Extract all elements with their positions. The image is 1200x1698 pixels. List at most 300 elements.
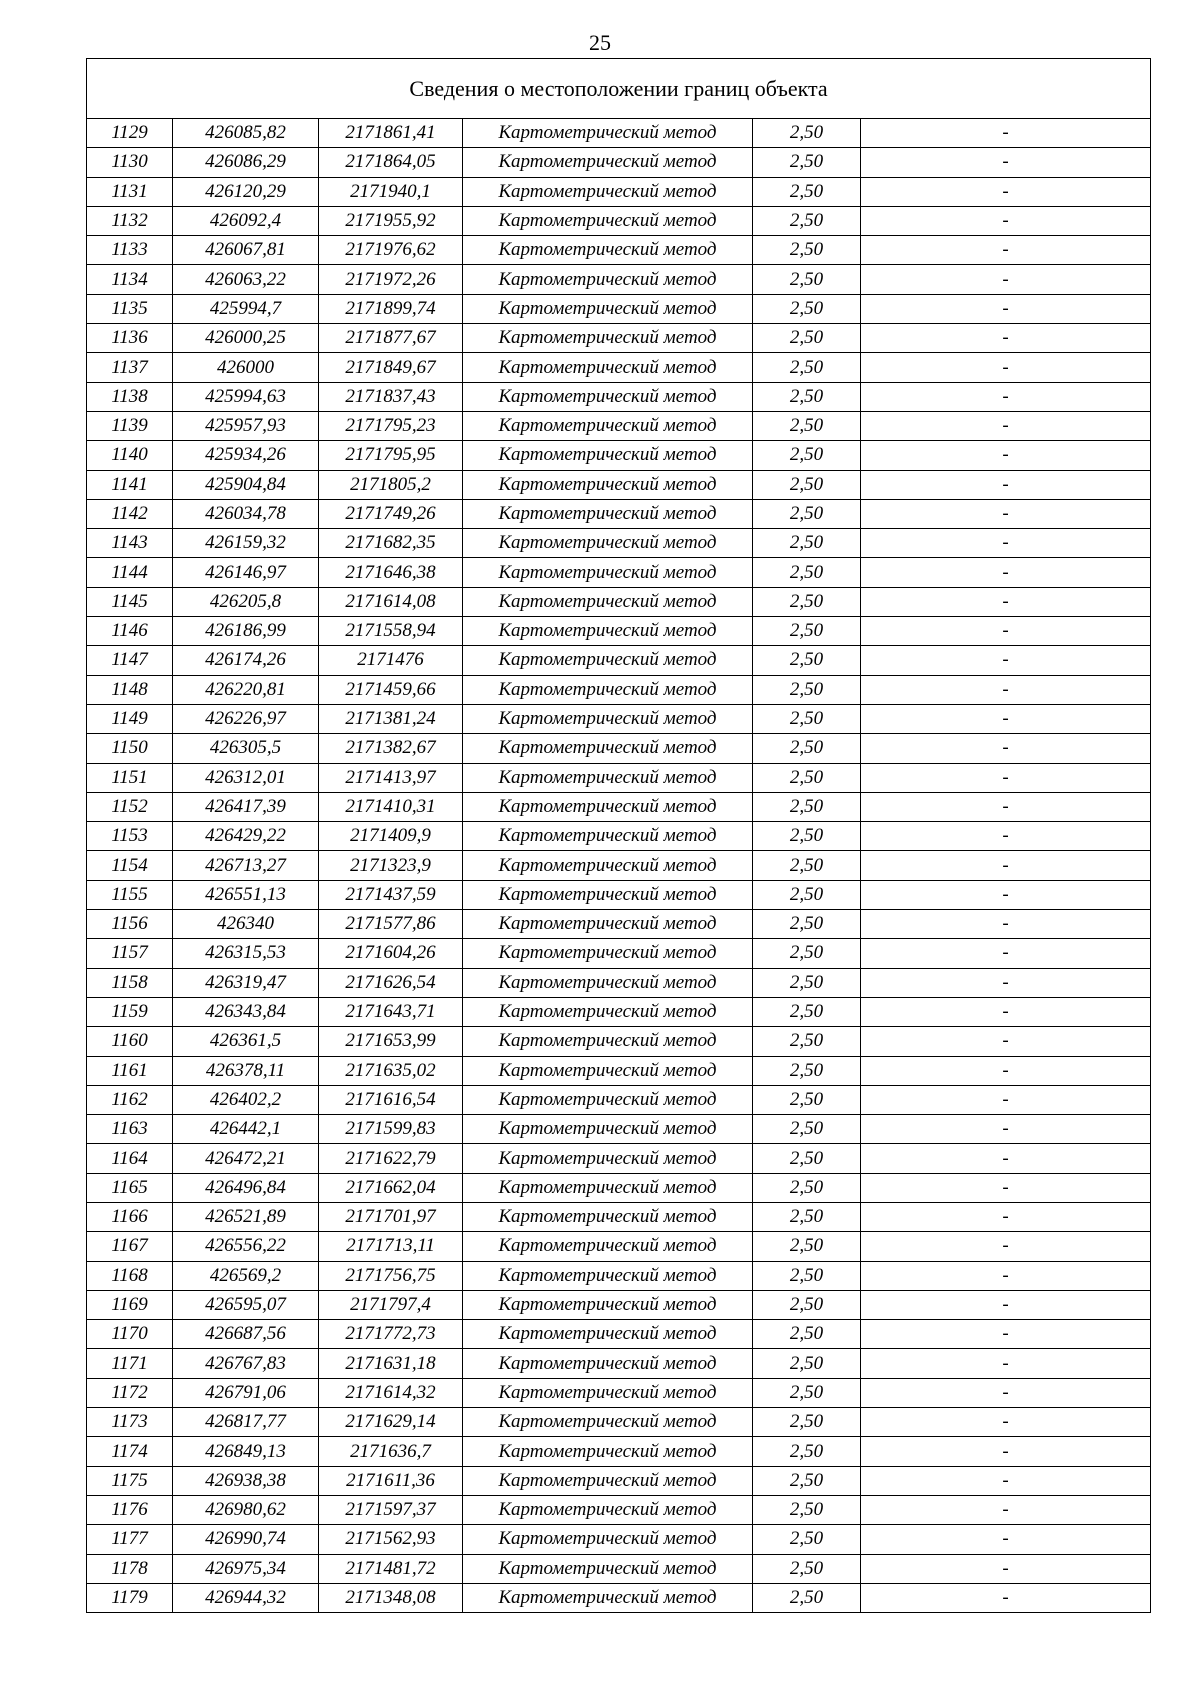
cell-coordinate-x: 426687,56	[173, 1320, 319, 1349]
cell-method: Картометрический метод	[463, 675, 753, 704]
cell-coordinate-x: 426980,62	[173, 1495, 319, 1524]
cell-point-number: 1129	[87, 119, 173, 148]
cell-coordinate-y: 2171626,54	[319, 968, 463, 997]
cell-accuracy: 2,50	[753, 499, 861, 528]
cell-coordinate-y: 2171604,26	[319, 939, 463, 968]
table-row	[87, 324, 1151, 353]
cell-accuracy: 2,50	[753, 411, 861, 440]
cell-accuracy: 2,50	[753, 822, 861, 851]
cell-accuracy: 2,50	[753, 265, 861, 294]
cell-coordinate-y: 2171382,67	[319, 734, 463, 763]
cell-method: Картометрический метод	[463, 1290, 753, 1319]
table-row	[87, 1437, 1151, 1466]
cell-description: -	[861, 910, 1151, 939]
cell-description: -	[861, 822, 1151, 851]
cell-accuracy: 2,50	[753, 1466, 861, 1495]
cell-coordinate-x: 426067,81	[173, 236, 319, 265]
cell-description: -	[861, 880, 1151, 909]
cell-description: -	[861, 734, 1151, 763]
cell-method: Картометрический метод	[463, 1173, 753, 1202]
cell-method: Картометрический метод	[463, 1202, 753, 1231]
cell-method: Картометрический метод	[463, 910, 753, 939]
cell-point-number: 1131	[87, 177, 173, 206]
cell-coordinate-x: 426551,13	[173, 880, 319, 909]
cell-point-number: 1175	[87, 1466, 173, 1495]
cell-coordinate-x: 426713,27	[173, 851, 319, 880]
cell-coordinate-y: 2171849,67	[319, 353, 463, 382]
cell-coordinate-y: 2171323,9	[319, 851, 463, 880]
cell-description: -	[861, 1115, 1151, 1144]
cell-point-number: 1155	[87, 880, 173, 909]
cell-point-number: 1153	[87, 822, 173, 851]
cell-method: Картометрический метод	[463, 1583, 753, 1612]
cell-method: Картометрический метод	[463, 441, 753, 470]
table-row	[87, 939, 1151, 968]
table-row	[87, 1495, 1151, 1524]
cell-point-number: 1143	[87, 529, 173, 558]
cell-coordinate-x: 426000	[173, 353, 319, 382]
cell-accuracy: 2,50	[753, 1583, 861, 1612]
cell-accuracy: 2,50	[753, 1056, 861, 1085]
cell-point-number: 1171	[87, 1349, 173, 1378]
cell-coordinate-x: 426305,5	[173, 734, 319, 763]
cell-method: Картометрический метод	[463, 265, 753, 294]
table-row	[87, 1525, 1151, 1554]
cell-accuracy: 2,50	[753, 1261, 861, 1290]
cell-point-number: 1142	[87, 499, 173, 528]
table-row	[87, 851, 1151, 880]
cell-method: Картометрический метод	[463, 236, 753, 265]
cell-description: -	[861, 1583, 1151, 1612]
cell-accuracy: 2,50	[753, 910, 861, 939]
cell-point-number: 1141	[87, 470, 173, 499]
table-row	[87, 822, 1151, 851]
cell-description: -	[861, 1173, 1151, 1202]
cell-accuracy: 2,50	[753, 1290, 861, 1319]
cell-method: Картометрический метод	[463, 734, 753, 763]
cell-point-number: 1140	[87, 441, 173, 470]
cell-coordinate-x: 426944,32	[173, 1583, 319, 1612]
cell-coordinate-x: 426319,47	[173, 968, 319, 997]
cell-accuracy: 2,50	[753, 353, 861, 382]
table-row	[87, 1144, 1151, 1173]
cell-method: Картометрический метод	[463, 704, 753, 733]
cell-description: -	[861, 587, 1151, 616]
cell-coordinate-x: 426205,8	[173, 587, 319, 616]
cell-description: -	[861, 968, 1151, 997]
cell-point-number: 1178	[87, 1554, 173, 1583]
table-row	[87, 587, 1151, 616]
cell-coordinate-y: 2171635,02	[319, 1056, 463, 1085]
cell-coordinate-y: 2171749,26	[319, 499, 463, 528]
table-row	[87, 763, 1151, 792]
cell-coordinate-y: 2171899,74	[319, 294, 463, 323]
cell-point-number: 1174	[87, 1437, 173, 1466]
cell-point-number: 1158	[87, 968, 173, 997]
cell-accuracy: 2,50	[753, 1408, 861, 1437]
cell-coordinate-y: 2171459,66	[319, 675, 463, 704]
cell-description: -	[861, 939, 1151, 968]
cell-point-number: 1151	[87, 763, 173, 792]
cell-coordinate-x: 426417,39	[173, 792, 319, 821]
cell-coordinate-y: 2171481,72	[319, 1554, 463, 1583]
cell-coordinate-x: 426159,32	[173, 529, 319, 558]
cell-accuracy: 2,50	[753, 236, 861, 265]
cell-coordinate-y: 2171611,36	[319, 1466, 463, 1495]
cell-description: -	[861, 646, 1151, 675]
cell-accuracy: 2,50	[753, 558, 861, 587]
cell-point-number: 1170	[87, 1320, 173, 1349]
cell-description: -	[861, 441, 1151, 470]
cell-point-number: 1157	[87, 939, 173, 968]
cell-coordinate-x: 426361,5	[173, 1027, 319, 1056]
cell-coordinate-y: 2171614,32	[319, 1378, 463, 1407]
table-row	[87, 294, 1151, 323]
cell-method: Картометрический метод	[463, 206, 753, 235]
cell-coordinate-y: 2171562,93	[319, 1525, 463, 1554]
cell-accuracy: 2,50	[753, 968, 861, 997]
cell-coordinate-x: 426312,01	[173, 763, 319, 792]
cell-point-number: 1172	[87, 1378, 173, 1407]
cell-coordinate-y: 2171756,75	[319, 1261, 463, 1290]
cell-method: Картометрический метод	[463, 880, 753, 909]
cell-method: Картометрический метод	[463, 851, 753, 880]
cell-method: Картометрический метод	[463, 587, 753, 616]
cell-coordinate-x: 425994,63	[173, 382, 319, 411]
cell-coordinate-x: 426429,22	[173, 822, 319, 851]
table-row	[87, 792, 1151, 821]
cell-accuracy: 2,50	[753, 1320, 861, 1349]
cell-point-number: 1148	[87, 675, 173, 704]
table-row	[87, 1232, 1151, 1261]
table-row	[87, 1349, 1151, 1378]
table-row	[87, 1115, 1151, 1144]
cell-point-number: 1173	[87, 1408, 173, 1437]
cell-coordinate-y: 2171805,2	[319, 470, 463, 499]
cell-accuracy: 2,50	[753, 324, 861, 353]
cell-point-number: 1136	[87, 324, 173, 353]
cell-point-number: 1156	[87, 910, 173, 939]
table-row	[87, 353, 1151, 382]
cell-description: -	[861, 1027, 1151, 1056]
cell-point-number: 1159	[87, 997, 173, 1026]
cell-description: -	[861, 675, 1151, 704]
cell-coordinate-y: 2171599,83	[319, 1115, 463, 1144]
table-row	[87, 1408, 1151, 1437]
cell-description: -	[861, 353, 1151, 382]
cell-description: -	[861, 792, 1151, 821]
cell-accuracy: 2,50	[753, 294, 861, 323]
cell-accuracy: 2,50	[753, 617, 861, 646]
cell-accuracy: 2,50	[753, 939, 861, 968]
cell-coordinate-y: 2171597,37	[319, 1495, 463, 1524]
cell-point-number: 1154	[87, 851, 173, 880]
cell-coordinate-x: 426521,89	[173, 1202, 319, 1231]
cell-accuracy: 2,50	[753, 704, 861, 733]
cell-description: -	[861, 1437, 1151, 1466]
cell-method: Картометрический метод	[463, 294, 753, 323]
cell-coordinate-y: 2171795,23	[319, 411, 463, 440]
table-body	[87, 59, 1151, 1613]
cell-coordinate-y: 2171646,38	[319, 558, 463, 587]
cell-description: -	[861, 1232, 1151, 1261]
cell-point-number: 1169	[87, 1290, 173, 1319]
cell-method: Картометрический метод	[463, 1437, 753, 1466]
cell-coordinate-x: 426569,2	[173, 1261, 319, 1290]
cell-description: -	[861, 1495, 1151, 1524]
cell-method: Картометрический метод	[463, 1085, 753, 1114]
cell-method: Картометрический метод	[463, 148, 753, 177]
cell-description: -	[861, 997, 1151, 1026]
cell-description: -	[861, 148, 1151, 177]
cell-coordinate-x: 426472,21	[173, 1144, 319, 1173]
cell-point-number: 1135	[87, 294, 173, 323]
cell-accuracy: 2,50	[753, 587, 861, 616]
cell-point-number: 1132	[87, 206, 173, 235]
cell-coordinate-x: 426085,82	[173, 119, 319, 148]
cell-coordinate-x: 426975,34	[173, 1554, 319, 1583]
cell-method: Картометрический метод	[463, 411, 753, 440]
cell-point-number: 1144	[87, 558, 173, 587]
cell-method: Картометрический метод	[463, 1349, 753, 1378]
cell-accuracy: 2,50	[753, 1495, 861, 1524]
cell-point-number: 1134	[87, 265, 173, 294]
table-row	[87, 529, 1151, 558]
cell-point-number: 1168	[87, 1261, 173, 1290]
cell-description: -	[861, 119, 1151, 148]
cell-method: Картометрический метод	[463, 1408, 753, 1437]
cell-coordinate-x: 426343,84	[173, 997, 319, 1026]
cell-point-number: 1137	[87, 353, 173, 382]
cell-accuracy: 2,50	[753, 880, 861, 909]
cell-coordinate-x: 426174,26	[173, 646, 319, 675]
cell-accuracy: 2,50	[753, 1027, 861, 1056]
table-row	[87, 265, 1151, 294]
cell-method: Картометрический метод	[463, 1232, 753, 1261]
cell-method: Картометрический метод	[463, 324, 753, 353]
cell-coordinate-y: 2171797,4	[319, 1290, 463, 1319]
table-row	[87, 1466, 1151, 1495]
cell-description: -	[861, 529, 1151, 558]
cell-accuracy: 2,50	[753, 1525, 861, 1554]
cell-point-number: 1163	[87, 1115, 173, 1144]
cell-description: -	[861, 1056, 1151, 1085]
cell-coordinate-x: 425957,93	[173, 411, 319, 440]
cell-description: -	[861, 851, 1151, 880]
table-row	[87, 1583, 1151, 1612]
cell-coordinate-y: 2171643,71	[319, 997, 463, 1026]
table-row	[87, 1290, 1151, 1319]
table-row	[87, 499, 1151, 528]
cell-accuracy: 2,50	[753, 734, 861, 763]
cell-coordinate-y: 2171410,31	[319, 792, 463, 821]
table-row	[87, 119, 1151, 148]
cell-coordinate-x: 425934,26	[173, 441, 319, 470]
cell-point-number: 1139	[87, 411, 173, 440]
table-row	[87, 646, 1151, 675]
cell-coordinate-x: 426034,78	[173, 499, 319, 528]
page-number: 25	[589, 30, 611, 55]
cell-description: -	[861, 617, 1151, 646]
table-row	[87, 1378, 1151, 1407]
table-row	[87, 236, 1151, 265]
table-row	[87, 1554, 1151, 1583]
cell-point-number: 1176	[87, 1495, 173, 1524]
cell-coordinate-x: 426938,38	[173, 1466, 319, 1495]
cell-coordinate-x: 426063,22	[173, 265, 319, 294]
cell-accuracy: 2,50	[753, 148, 861, 177]
cell-accuracy: 2,50	[753, 851, 861, 880]
table-row	[87, 1085, 1151, 1114]
cell-description: -	[861, 265, 1151, 294]
cell-coordinate-y: 2171409,9	[319, 822, 463, 851]
cell-method: Картометрический метод	[463, 1261, 753, 1290]
cell-coordinate-x: 426186,99	[173, 617, 319, 646]
cell-point-number: 1133	[87, 236, 173, 265]
table-row	[87, 704, 1151, 733]
cell-coordinate-x: 425904,84	[173, 470, 319, 499]
table-row	[87, 470, 1151, 499]
cell-method: Картометрический метод	[463, 617, 753, 646]
cell-coordinate-x: 426092,4	[173, 206, 319, 235]
cell-method: Картометрический метод	[463, 792, 753, 821]
cell-method: Картометрический метод	[463, 177, 753, 206]
cell-method: Картометрический метод	[463, 1554, 753, 1583]
cell-accuracy: 2,50	[753, 1554, 861, 1583]
cell-description: -	[861, 206, 1151, 235]
cell-point-number: 1149	[87, 704, 173, 733]
cell-point-number: 1152	[87, 792, 173, 821]
cell-coordinate-y: 2171955,92	[319, 206, 463, 235]
cell-method: Картометрический метод	[463, 1495, 753, 1524]
table-title-row	[87, 59, 1151, 119]
table-row	[87, 382, 1151, 411]
cell-coordinate-x: 426120,29	[173, 177, 319, 206]
cell-point-number: 1138	[87, 382, 173, 411]
cell-point-number: 1160	[87, 1027, 173, 1056]
cell-method: Картометрический метод	[463, 997, 753, 1026]
cell-method: Картометрический метод	[463, 1027, 753, 1056]
cell-description: -	[861, 236, 1151, 265]
cell-coordinate-x: 426340	[173, 910, 319, 939]
table-row	[87, 880, 1151, 909]
cell-coordinate-x: 426990,74	[173, 1525, 319, 1554]
cell-coordinate-y: 2171577,86	[319, 910, 463, 939]
cell-coordinate-y: 2171631,18	[319, 1349, 463, 1378]
cell-description: -	[861, 382, 1151, 411]
cell-accuracy: 2,50	[753, 206, 861, 235]
cell-method: Картометрический метод	[463, 558, 753, 587]
cell-coordinate-x: 426817,77	[173, 1408, 319, 1437]
cell-accuracy: 2,50	[753, 1173, 861, 1202]
table-row	[87, 1261, 1151, 1290]
cell-coordinate-y: 2171795,95	[319, 441, 463, 470]
table-row	[87, 1027, 1151, 1056]
cell-method: Картометрический метод	[463, 646, 753, 675]
boundary-table	[86, 58, 1151, 1613]
table-row	[87, 1202, 1151, 1231]
cell-method: Картометрический метод	[463, 353, 753, 382]
cell-point-number: 1162	[87, 1085, 173, 1114]
cell-point-number: 1165	[87, 1173, 173, 1202]
cell-point-number: 1147	[87, 646, 173, 675]
cell-method: Картометрический метод	[463, 1466, 753, 1495]
cell-description: -	[861, 1261, 1151, 1290]
cell-description: -	[861, 411, 1151, 440]
cell-accuracy: 2,50	[753, 177, 861, 206]
table-row	[87, 441, 1151, 470]
cell-coordinate-x: 426595,07	[173, 1290, 319, 1319]
cell-description: -	[861, 499, 1151, 528]
cell-accuracy: 2,50	[753, 1378, 861, 1407]
cell-accuracy: 2,50	[753, 1202, 861, 1231]
cell-point-number: 1146	[87, 617, 173, 646]
cell-point-number: 1161	[87, 1056, 173, 1085]
cell-coordinate-y: 2171940,1	[319, 177, 463, 206]
cell-method: Картометрический метод	[463, 763, 753, 792]
cell-method: Картометрический метод	[463, 470, 753, 499]
cell-accuracy: 2,50	[753, 1437, 861, 1466]
cell-coordinate-y: 2171972,26	[319, 265, 463, 294]
cell-coordinate-y: 2171629,14	[319, 1408, 463, 1437]
table-row	[87, 734, 1151, 763]
cell-coordinate-y: 2171877,67	[319, 324, 463, 353]
cell-point-number: 1167	[87, 1232, 173, 1261]
cell-description: -	[861, 1320, 1151, 1349]
cell-description: -	[861, 1085, 1151, 1114]
cell-coordinate-y: 2171653,99	[319, 1027, 463, 1056]
cell-coordinate-y: 2171348,08	[319, 1583, 463, 1612]
cell-coordinate-x: 426315,53	[173, 939, 319, 968]
cell-coordinate-y: 2171558,94	[319, 617, 463, 646]
cell-description: -	[861, 324, 1151, 353]
table-row	[87, 1173, 1151, 1202]
cell-method: Картометрический метод	[463, 382, 753, 411]
cell-coordinate-y: 2171682,35	[319, 529, 463, 558]
cell-accuracy: 2,50	[753, 792, 861, 821]
cell-point-number: 1145	[87, 587, 173, 616]
cell-description: -	[861, 704, 1151, 733]
table-row	[87, 177, 1151, 206]
cell-coordinate-x: 426496,84	[173, 1173, 319, 1202]
cell-accuracy: 2,50	[753, 1085, 861, 1114]
cell-coordinate-x: 426086,29	[173, 148, 319, 177]
table-row	[87, 617, 1151, 646]
cell-coordinate-y: 2171861,41	[319, 119, 463, 148]
cell-description: -	[861, 1202, 1151, 1231]
cell-description: -	[861, 763, 1151, 792]
cell-point-number: 1179	[87, 1583, 173, 1612]
table-row	[87, 411, 1151, 440]
cell-method: Картометрический метод	[463, 822, 753, 851]
cell-coordinate-x: 426556,22	[173, 1232, 319, 1261]
cell-description: -	[861, 1408, 1151, 1437]
cell-method: Картометрический метод	[463, 1320, 753, 1349]
cell-accuracy: 2,50	[753, 1349, 861, 1378]
cell-coordinate-y: 2171622,79	[319, 1144, 463, 1173]
cell-method: Картометрический метод	[463, 968, 753, 997]
cell-method: Картометрический метод	[463, 529, 753, 558]
cell-coordinate-y: 2171976,62	[319, 236, 463, 265]
cell-accuracy: 2,50	[753, 997, 861, 1026]
cell-point-number: 1150	[87, 734, 173, 763]
cell-coordinate-y: 2171864,05	[319, 148, 463, 177]
cell-method: Картометрический метод	[463, 1115, 753, 1144]
table-row	[87, 675, 1151, 704]
cell-accuracy: 2,50	[753, 470, 861, 499]
cell-coordinate-x: 426767,83	[173, 1349, 319, 1378]
cell-description: -	[861, 558, 1151, 587]
